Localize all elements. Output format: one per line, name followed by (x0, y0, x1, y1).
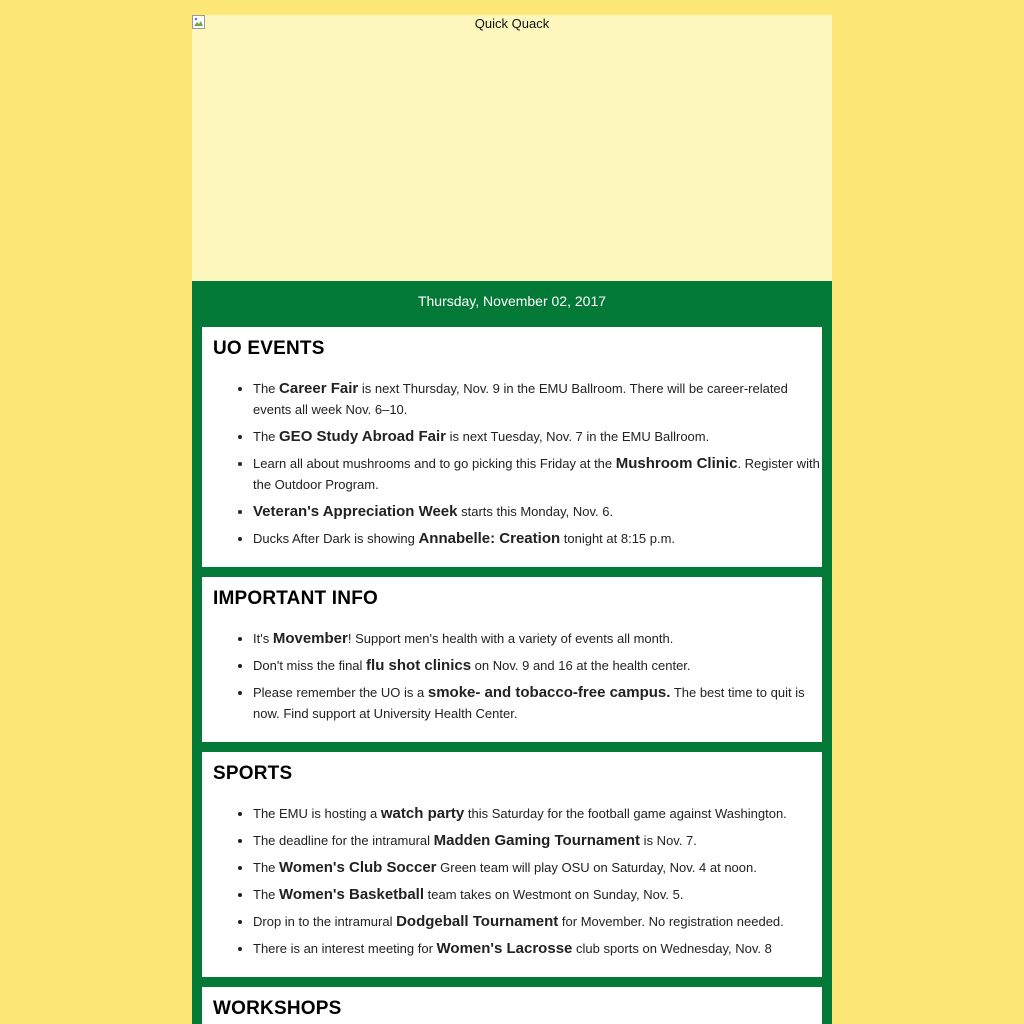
important-info-list (213, 628, 822, 724)
list-item: • Drop in to the intramural Dodgeball Tournament for Movember. No registration needed. (253, 911, 822, 932)
list-item: • The Career Fair is next Thursday, Nov. 9 in the EMU Ballroom. There will be career-related events all week Nov. 6–10. (253, 378, 822, 420)
event-link-annabelle-creation[interactable]: Annabelle: Creation (418, 530, 561, 547)
list-item: • Don't miss the final flu shot clinics on Nov. 9 and 16 at the health center. (253, 655, 822, 676)
section-important-info (202, 577, 822, 742)
section-workshops (202, 987, 822, 1024)
list-item: • Learn all about mushrooms and to go picking this Friday at the Mushroom Clinic. Register with the Outdoor Program. (253, 453, 824, 495)
sports-link-madden-gaming-tournament[interactable]: Madden Gaming Tournament (433, 832, 641, 849)
event-link-geo-study-abroad-fair[interactable]: GEO Study Abroad Fair (279, 428, 446, 445)
list-item: • Please remember the UO is a smoke- and tobacco-free campus. The best time to quit is now. Find support at University Health Center. (253, 682, 822, 724)
list-item: • Ducks After Dark is showing Annabelle: Creation tonight at 8:15 p.m. (253, 528, 822, 549)
section-title: WORKSHOPS (213, 998, 342, 1019)
issue-date: Thursday, November 02, 2017 (417, 293, 607, 309)
list-item: • It's Movember! Support men's health with a variety of events all month. (253, 628, 822, 649)
info-link-movember[interactable]: Movember (272, 630, 348, 647)
list-item: • The GEO Study Abroad Fair is next Tuesday, Nov. 7 in the EMU Ballroom. (253, 426, 822, 447)
list-item: • The deadline for the intramural Madden Gaming Tournament is Nov. 7. (253, 830, 822, 851)
sports-link-womens-basketball[interactable]: Women's Basketball (279, 886, 425, 903)
section-title: IMPORTANT INFO (213, 588, 378, 609)
newsletter-email (192, 15, 832, 1024)
sports-link-womens-club-soccer[interactable]: Women's Club Soccer (279, 859, 437, 876)
list-item: • Veteran's Appreciation Week starts this Monday, Nov. 6. (253, 501, 822, 522)
event-link-mushroom-clinic[interactable]: Mushroom Clinic (615, 455, 738, 472)
sports-link-dodgeball-tournament[interactable]: Dodgeball Tournament (396, 913, 559, 930)
section-title: UO EVENTS (213, 338, 325, 359)
section-title: SPORTS (213, 763, 293, 784)
section-sports (202, 752, 822, 977)
list-item: • The EMU is hosting a watch party this Saturday for the football game against Washington. (253, 803, 822, 824)
list-item: • The Women's Basketball team takes on Westmont on Sunday, Nov. 5. (253, 884, 822, 905)
sports-link-womens-lacrosse[interactable]: Women's Lacrosse (436, 940, 573, 957)
list-item: • The Women's Club Soccer Green team will play OSU on Saturday, Nov. 4 at noon. (253, 857, 822, 878)
section-uo-events (202, 327, 822, 567)
header-banner-image (192, 15, 832, 281)
sports-list (213, 803, 822, 959)
banner-alt-text: Quick Quack (474, 16, 550, 31)
sports-link-watch-party[interactable]: watch party (380, 805, 465, 822)
list-item: • There is an interest meeting for Women's Lacrosse club sports on Wednesday, Nov. 8 (253, 938, 822, 959)
uo-events-list (213, 378, 822, 549)
event-link-veterans-appreciation-week[interactable]: Veteran's Appreciation Week (253, 503, 458, 520)
info-link-flu-shot-clinics[interactable]: flu shot clinics (366, 657, 472, 674)
info-link-smoke-free-campus[interactable]: smoke- and tobacco-free campus. (427, 684, 671, 701)
event-link-career-fair[interactable]: Career Fair (279, 380, 359, 397)
